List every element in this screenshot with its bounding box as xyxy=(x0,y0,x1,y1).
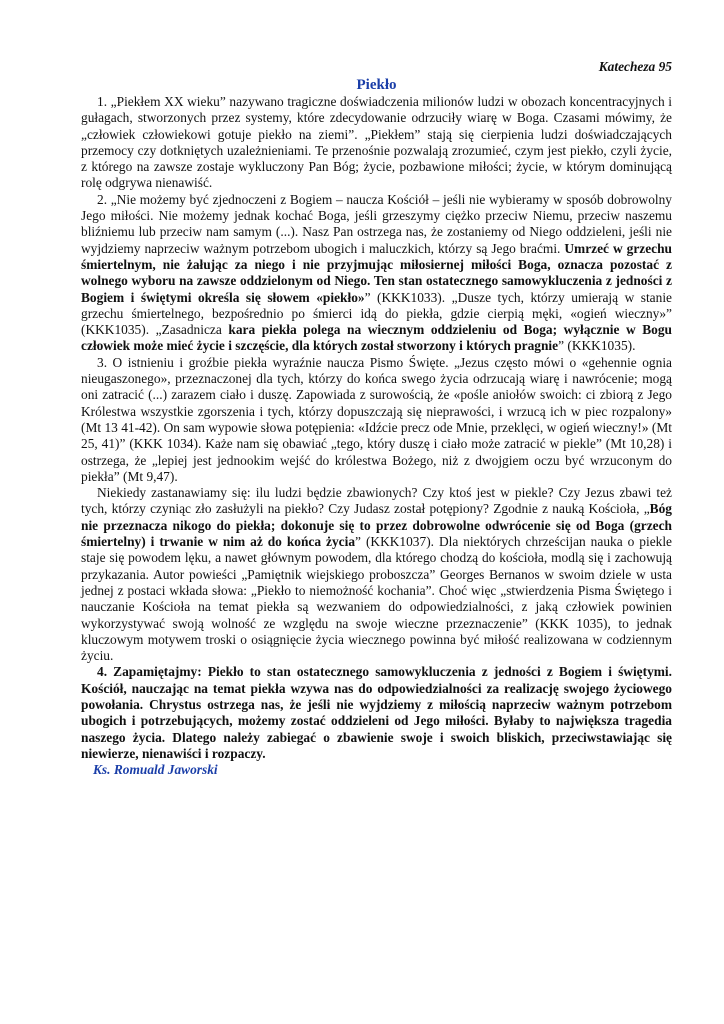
series-label: Katecheza 95 xyxy=(598,59,672,74)
paragraph-2-text-b: ” (KKK1033). „Dusze tych, którzy umierają w stanie grzechu śmiertelnego, bezpośrednio po śmierci idą do piekła, gdzie cierpią męki, «ogień wieczny»” (KKK1035). „Zasadnicza xyxy=(81,289,672,338)
paragraph-2-text-a: 2. „Nie możemy być zjednoczeni z Bogiem – naucza Kościół – jeśli nie wybieramy w sposób dobrowolny Jego miłości. Nie możemy jednak kochać Boga, jeśli grzeszymy ciężko przeciw Niemu, przeciw naszemu bliźniemu lub przeciw nam samym (...). Nasz Pan ostrzega nas, że zostaniemy od Niego oddzieleni, jeśli nie wyjdziemy naprzeciw ważnym potrzebom ubogich i maluczkich, którzy są Jego braćmi. xyxy=(81,191,672,256)
document-page xyxy=(81,58,672,778)
paragraph-4-bold: Bóg nie przeznacza nikogo do piekła; dokonuje się to przez dobrowolne odwrócenie się od Boga (grzech śmiertelny) i trwanie w nim aż do końca życia xyxy=(81,501,672,550)
paragraph-2-bold-b: kara piekła polega na wiecznym oddzieleniu od Boga; wyłącznie w Bogu człowiek może mieć życie i szczęście, dla których został stworzony i których pragnie xyxy=(81,322,673,354)
paragraph-2-bold-a: Umrzeć w grzechu śmiertelnym, nie żałując za niego i nie przyjmując miłosiernej miłości Boga, oznacza pozostać z wolnego wyboru na zawsze oddzielonym od Niego. Ten stan ostatecznego samowykluczenia z jedności z Bogiem i świętymi określa się słowem «piekło» xyxy=(81,240,673,305)
paragraph-4-text-b: ” (KKK1037). Dla niektórych chrześcijan nauka o piekle staje się powodem lęku, a nawet głównym powodem, dla którego chodzą do kościoła, modlą się i zachowują przykazania. Autor powieści „Pamiętnik wiejskiego proboszcza” Georges Bernanos w swoim dziele w usta jednej z postaci wkłada słowa: „Piekło to niemożność kochania”. Choć więc „stwierdzenia Pisma Świętego i nauczanie Kościoła na temat piekła są wezwaniem do odpowiedzialności, z jaką człowiek powinien wykorzystywać swoją wolność ze względu na swoje wieczne przeznaczenie” (KKK 1035), to jednak kluczowym motywem troski o osiągnięcie życia wiecznego powinna być miłość realizowana w codziennym życiu. xyxy=(81,534,672,664)
paragraph-4 xyxy=(81,485,672,664)
paragraph-2-text-c: ” (KKK1035). xyxy=(558,338,636,354)
page-title: Piekło xyxy=(356,77,397,93)
summary-bold: 4. Zapamiętajmy: Piekło to stan ostatecznego samowykluczenia z jedności z Bogiem i świętymi. Kościół, nauczając na temat piekła wzywa nas do odpowiedzialności za realizację swojego życiowego powołania. Chrystus ostrzega nas, że jeśli nie wyjdziemy z miłością naprzeciw ważnym potrzebom ubogich i potrzebujących, możemy zostać oddzieleni od Jego miłości. Byłaby to największa tragedia naszego życia. Dlatego należy zabiegać o zbawienie swoje i swoich bliskich, przeciwstawiając się niewierze, nienawiści i rozpaczy. xyxy=(81,664,672,761)
paragraph-1: 1. „Piekłem XX wieku” nazywano tragiczne doświadczenia milionów ludzi w obozach koncentracyjnych i gułagach, stworzonych przez systemy, które zdecydowanie odrzuciły wiarę w Boga. Czasami mówimy, że „człowiek człowiekowi gotuje piekło na ziemi”. „Piekłem” stają się cierpienia ludzi doświadczających przemocy czy dotkniętych uzależnieniami. Te przenośnie pozwalają zrozumieć, czym jest piekło, czyli życie, z którego na zawsze zostaje wykluczony Pan Bóg; życie, pozbawione miłości; życie, w którym dominującą rolę odgrywa nienawiść. xyxy=(81,94,672,191)
author-signature: Ks. Romuald Jaworski xyxy=(93,762,218,778)
paragraph-summary xyxy=(81,664,672,762)
paragraph-3: 3. O istnieniu i groźbie piekła wyraźnie naucza Pismo Święte. „Jezus często mówi o «gehennie ognia nieugaszonego», przeznaczonej dla tych, którzy do końca swego życia odrzucają wiarę i nawrócenie; mogą oni zatracić (...) zarazem ciało i duszę. Zapowiada z surowością, że «pośle aniołów swoich: ci zbiorą z Jego Królestwa wszystkie zgorszenia i tych, którzy dopuszczają się nieprawości, i wrzucą ich w piec rozpalony» (Mt 13 41-42). On sam wypowie słowa potępienia: «Idźcie precz ode Mnie, przeklęci, w ogień wieczny!» (Mt 25, 41)” (KKK 1034). Każe nam się obawiać „tego, który duszę i ciało może zatracić w piekle” (Mt 10,28) i ostrzega, że „lepiej jest jednookim wejść do królestwa Bożego, niż z dwojgiem oczu być wrzuconym do piekła” (Mt 9,47). xyxy=(81,354,672,484)
paragraph-4-text-a: Niekiedy zastanawiamy się: ilu ludzi będzie zbawionych? Czy ktoś jest w piekle? Czy Jezus zbawi też tych, którzy czyniąc zło zasłużyli na piekło? Czy Judasz został potępiony? Zgodnie z nauką Kościoła, „ xyxy=(81,485,672,517)
paragraph-2 xyxy=(81,192,672,355)
